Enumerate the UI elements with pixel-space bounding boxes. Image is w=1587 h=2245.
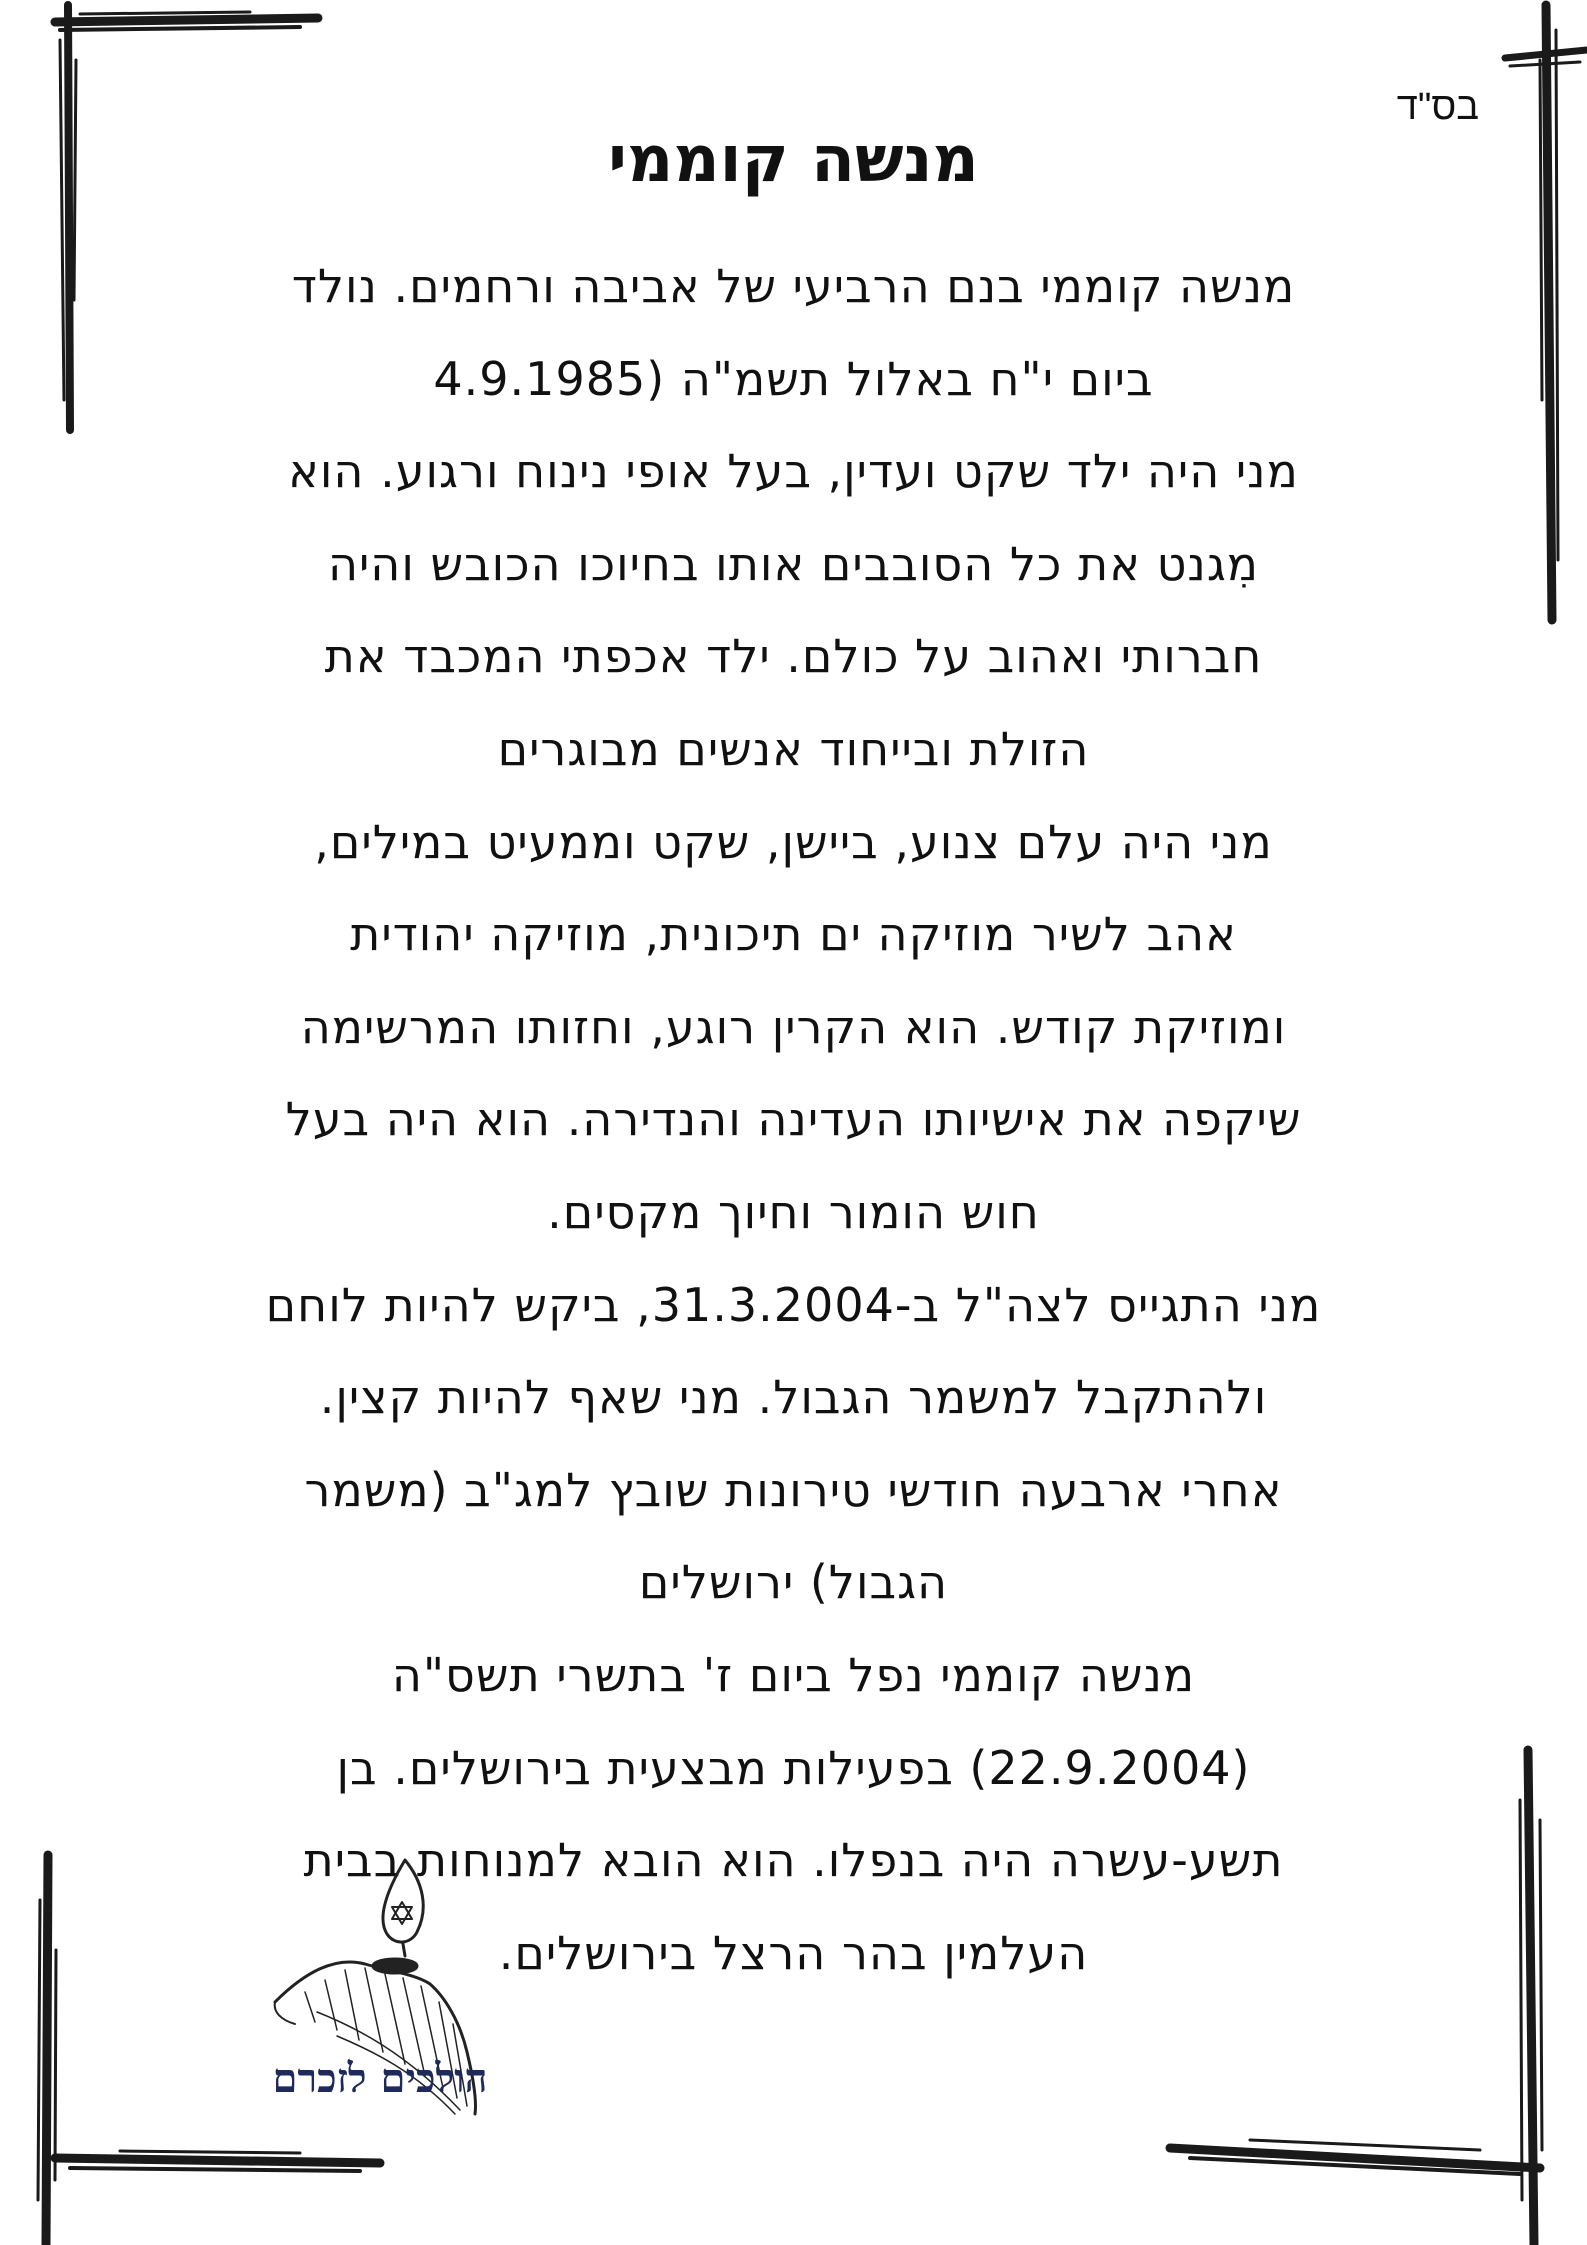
text-line: (22.9.2004) בפעילות מבצעית בירושלים. בן — [336, 1740, 1251, 1795]
text-line: מני היה עלם צנוע, ביישן, שקט וממעיט במילים, — [314, 814, 1273, 869]
text-line: מנשה קוממי נפל ביום ז' בתשרי תשס"ה — [391, 1647, 1196, 1702]
page-title: מנשה קוממי — [608, 123, 979, 197]
biography-text — [140, 240, 1447, 1999]
text-line: מני התגייס לצה"ל ב-31.3.2004, ביקש להיות לוחם — [265, 1277, 1322, 1332]
text-line: חוש הומור וחיוך מקסים. — [547, 1184, 1040, 1239]
bsd-header: בס"ד — [1396, 86, 1479, 128]
text-line: חברותי ואהוב על כולם. ילד אכפתי המכבד את — [324, 629, 1263, 684]
text-line: הזולת ובייחוד אנשים מבוגרים — [497, 721, 1090, 776]
text-line: אהב לשיר מוזיקה ים תיכונית, מוזיקה יהודית — [350, 907, 1237, 962]
text-line: ומוזיקת קודש. הוא הקרין רוגע, וחזותו המרשימה — [300, 999, 1287, 1054]
text-line: מני היה ילד שקט ועדין, בעל אופי נינוח ורגוע. הוא — [288, 444, 1299, 499]
text-line: תשע-עשרה היה בנפלו. הוא הובא למנוחות בבית — [303, 1833, 1284, 1888]
text-line: מִגנט את כל הסובבים אותו בחיוכו הכובש והיה — [327, 536, 1260, 591]
text-line: מנשה קוממי בנם הרביעי של אביבה ורחמים. נולד — [291, 259, 1296, 313]
text-line: העלמין בהר הרצל בירושלים. — [498, 1925, 1089, 1980]
text-line: ביום י"ח באלול תשמ"ה (4.9.1985 — [433, 351, 1154, 406]
text-line: ולהתקבל למשמר הגבול. מני שאף להיות קצין. — [319, 1370, 1268, 1425]
text-line: אחרי ארבעה חודשי טירונות שובץ למג"ב (משמר — [304, 1462, 1283, 1517]
text-line: הגבול) ירושלים — [638, 1555, 949, 1610]
text-line: שיקפה את אישיותו העדינה והנדירה. הוא היה בעל — [285, 1092, 1302, 1147]
logo-text: הולכים לזכרם — [272, 2055, 488, 2102]
